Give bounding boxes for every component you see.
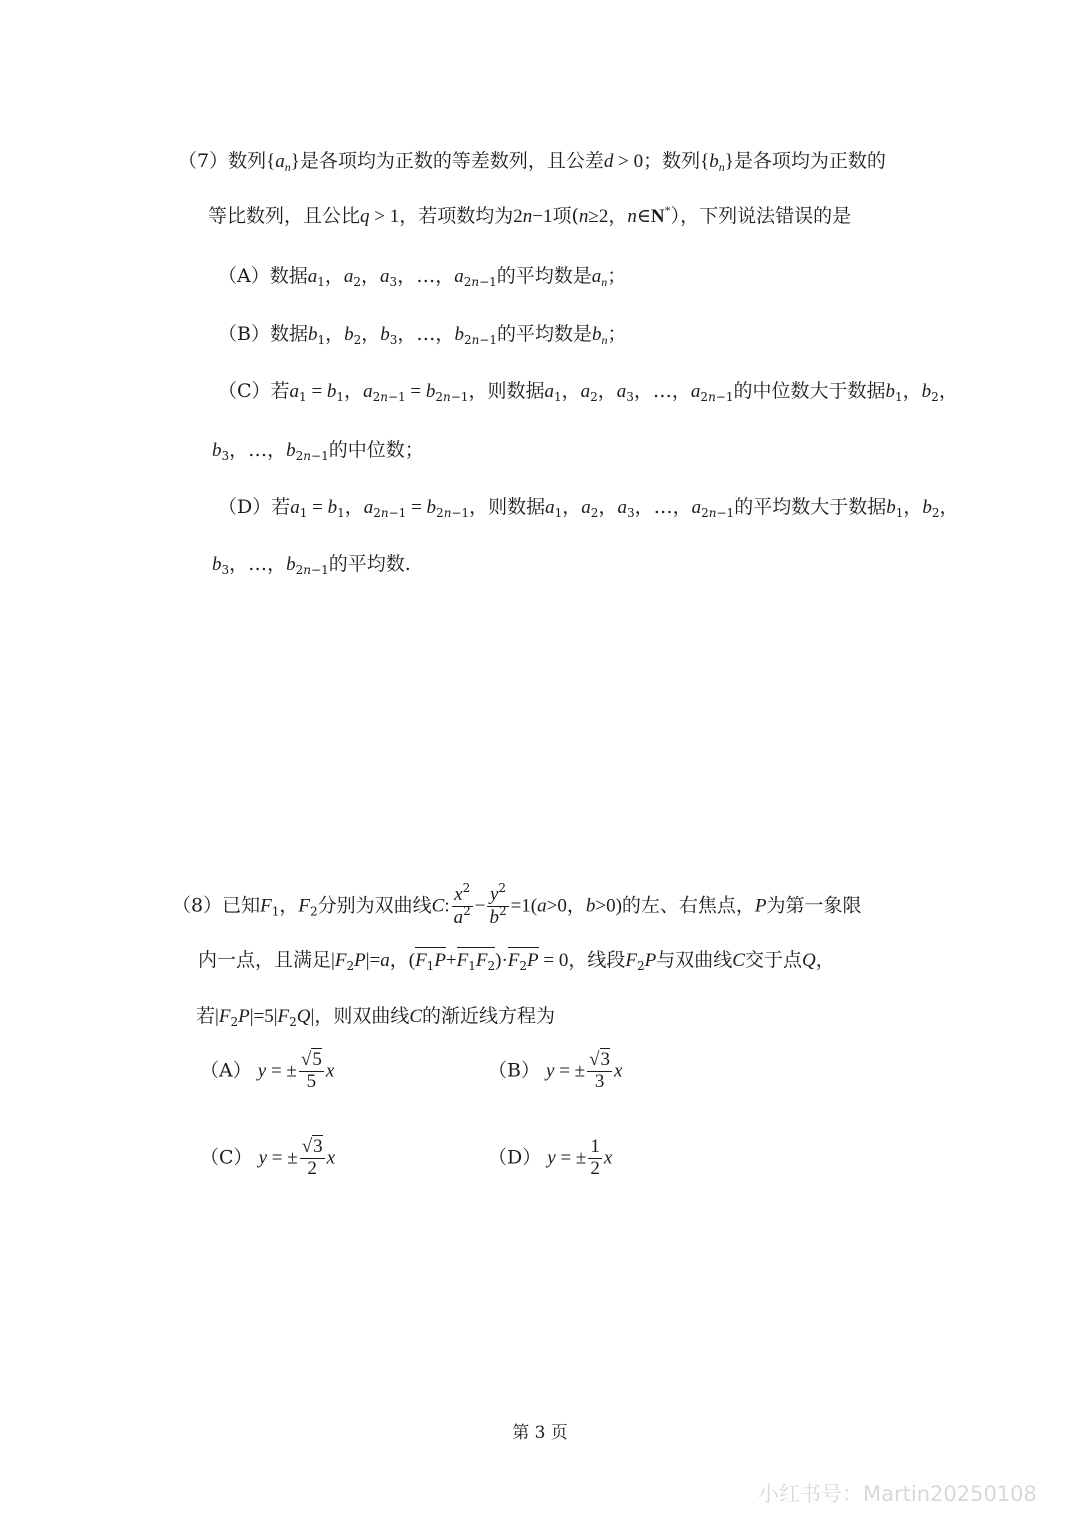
- q8-line-3: 若$|F_2P|=5|F_2Q|$，则双曲线C的渐近线方程为: [196, 1005, 556, 1029]
- q8-option-a: （A） y = ± $\frac{√5}{5}$ x: [200, 1049, 335, 1092]
- q8-option-d: （D） y = ± $\frac{1}{2}$ x: [488, 1136, 613, 1179]
- q8-option-b: （B） y = ± $\frac{√3}{3}$ x: [488, 1049, 623, 1092]
- page-number: 第 3 页: [512, 1423, 568, 1443]
- q8-line-2: 内一点，且满足$|F_2P|=a$，$(F_1P+F_1F_2)\cdot F_2P = 0$，线段$F_2P$与双曲线C交于点Q，: [198, 949, 835, 973]
- option-d-denominator: 2: [590, 1157, 600, 1179]
- q7-line-2: 等比数列，且公比q > 1，若项数均为2n−1项(n≥2，n∈N*），下列说法错误的是: [208, 203, 852, 227]
- option-a-numerator: √5: [300, 1049, 322, 1070]
- q7-option-b: （B）数据$b_1$，$b_2$，$b_3$，…，$b_{2n-1}$的平均数是$b_n$；: [218, 323, 627, 347]
- q7-option-c-cont: $b_3$，…，$b_{2n-1}$的中位数；: [212, 439, 424, 463]
- option-d-numerator: 1: [590, 1136, 600, 1157]
- q8-option-c: （C） y = ± $\frac{√3}{2}$ x: [200, 1136, 336, 1179]
- option-b-denominator: 3: [594, 1070, 605, 1092]
- fraction-x2-a2: $\frac{x^2}{a^2}$: [453, 881, 471, 928]
- q7-option-d: （D）若$a_1 = b_1$，$a_{2n-1} = b_{2n-1}$，则数据$a_1$，$a_2$，$a_3$，…，$a_{2n-1}$的平均数大于数据$b_1$，$b_2$，: [218, 496, 959, 520]
- watermark: 小红书号：Martin20250108: [758, 1482, 1037, 1506]
- option-c-denominator: 2: [307, 1157, 317, 1179]
- q7-option-c: （C）若$a_1 = b_1$，$a_{2n-1} = b_{2n-1}$，则数据$a_1$，$a_2$，$a_3$，…，$a_{2n-1}$的中位数大于数据$b_1$，$b_2$，: [218, 380, 958, 404]
- fraction-y2-b2: $\frac{y^2}{b^2}$: [489, 881, 507, 928]
- option-c-numerator: √3: [301, 1136, 323, 1157]
- q8-line-1: （8）已知$F_1$，$F_2$分别为双曲线C: $\frac{x^2}{a^2}$ − $\frac{y^2}{b^2}$ =1(a>0，b>0)的左、右焦点，P为第一象限: [172, 881, 862, 928]
- q7-option-d-cont: $b_3$，…，$b_{2n-1}$的平均数.: [212, 553, 411, 577]
- q7-line-1: （7）数列$\{a_n\}$是各项均为正数的等差数列，且公差d > 0；数列$\{b_n\}$是各项均为正数的: [178, 150, 886, 174]
- option-b-numerator: √3: [589, 1049, 611, 1070]
- q7-option-a: （A）数据$a_1$，$a_2$，$a_3$，…，$a_{2n-1}$的平均数是$a_n$；: [218, 265, 627, 289]
- option-a-denominator: 5: [306, 1070, 317, 1092]
